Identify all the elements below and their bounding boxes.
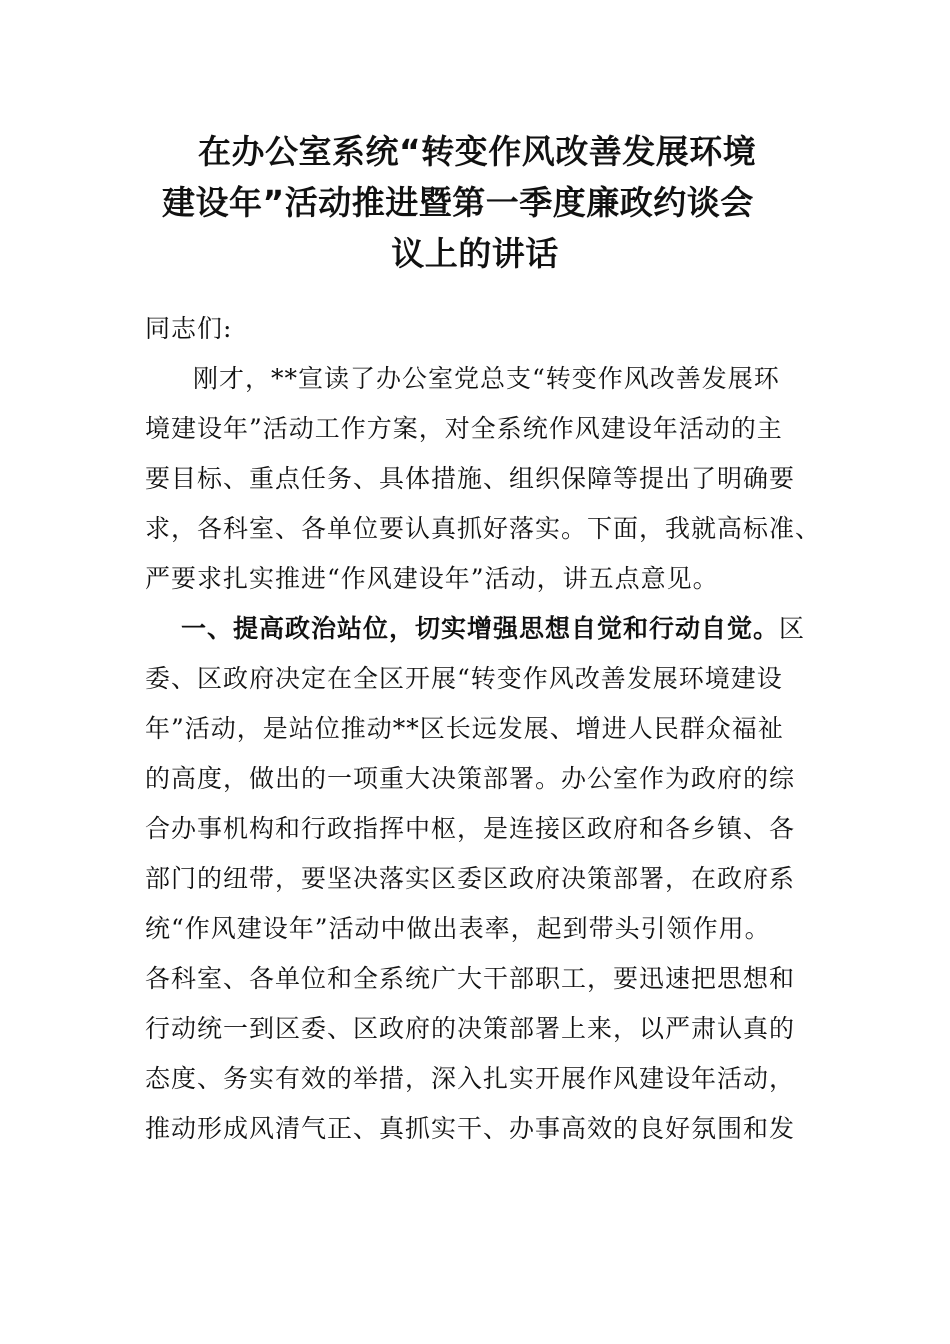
section-1-line: 行动统一到区委、区政府的决策部署上来，以严肃认真的 xyxy=(145,1014,796,1043)
section-1-line: 部门的纽带，要坚决落实区委区政府决策部署，在政府系 xyxy=(145,864,796,893)
paragraph-1-line: 刚才，**宣读了办公室党总支“转变作风改善发展环 xyxy=(193,364,780,393)
section-1-line: 委、区政府决定在全区开展“转变作风改善发展环境建设 xyxy=(145,664,783,693)
paragraph-1-line: 求，各科室、各单位要认真抓好落实。下面，我就高标准、 xyxy=(145,514,822,543)
section-1-line: 的高度，做出的一项重大决策部署。办公室作为政府的综 xyxy=(145,764,796,793)
paragraph-1-line: 严要求扎实推进“作风建设年”活动，讲五点意见。 xyxy=(145,564,719,593)
section-1-first-line-tail: 区 xyxy=(779,614,806,643)
paragraph-1-line: 境建设年”活动工作方案，对全系统作风建设年活动的主 xyxy=(145,414,783,443)
page-title xyxy=(150,126,800,279)
section-1-first-line xyxy=(145,604,805,654)
speech-body xyxy=(145,304,822,1154)
section-1-line: 态度、务实有效的举措，深入扎实开展作风建设年活动， xyxy=(145,1064,796,1093)
title-line-1: 在办公室系统“转变作风改善发展环境 xyxy=(198,132,757,171)
section-1-line: 合办事机构和行政指挥中枢，是连接区政府和各乡镇、各 xyxy=(145,814,796,843)
salutation: 同志们: xyxy=(145,314,233,343)
title-line-3: 议上的讲话 xyxy=(391,234,559,273)
section-1-heading: 一、提高政治站位，切实增强思想自觉和行动自觉。 xyxy=(181,614,780,643)
section-1-line: 统“作风建设年”活动中做出表率，起到带头引领作用。 xyxy=(145,914,771,943)
paragraph-1-line: 要目标、重点任务、具体措施、组织保障等提出了明确要 xyxy=(145,464,796,493)
section-1-line: 推动形成风清气正、真抓实干、办事高效的良好氛围和发 xyxy=(145,1114,796,1143)
section-1-line: 各科室、各单位和全系统广大干部职工，要迅速把思想和 xyxy=(145,964,796,993)
title-line-2: 建设年”活动推进暨第一季度廉政约谈会 xyxy=(162,183,754,222)
section-1-line: 年”活动，是站位推动**区长远发展、增进人民群众福祉 xyxy=(145,714,784,743)
